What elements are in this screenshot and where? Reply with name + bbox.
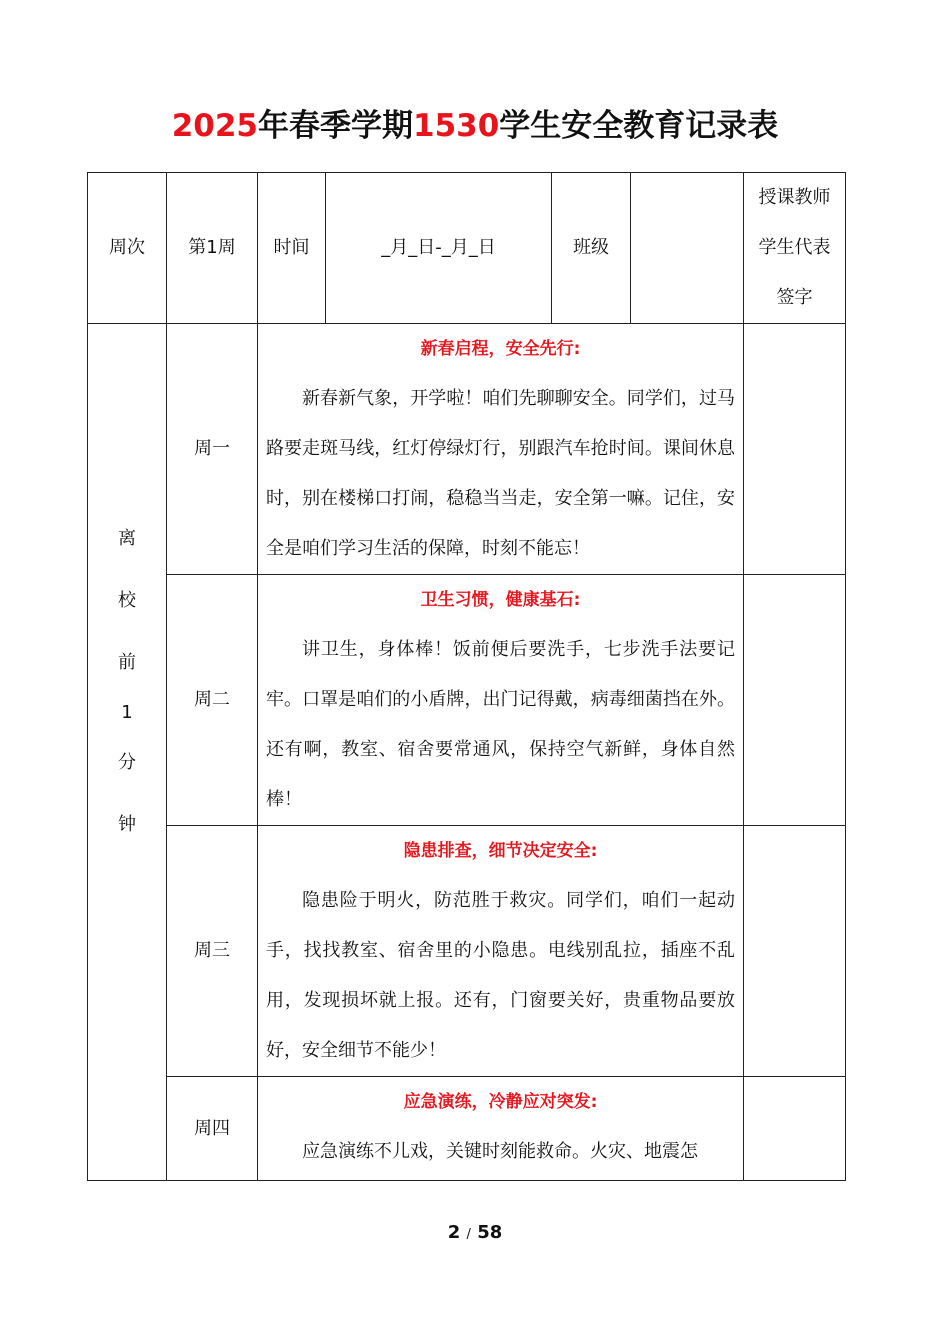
document-title [0, 100, 950, 145]
day-content [258, 575, 744, 826]
safety-record-table [87, 172, 846, 1181]
day-label: 周四 [167, 1077, 258, 1181]
day-body: 隐患险于明火，防范胜于救灾。同学们，咱们一起动手，找找教室、宿舍里的小隐患。电线别乱拉，插座不乱用，发现损坏就上报。还有，门窗要关好，贵重物品要放好，安全细节不能少！ [266, 890, 735, 1061]
day-row-monday [88, 324, 846, 575]
time-value: _月_日-_月_日 [326, 173, 552, 324]
day-body: 讲卫生，身体棒！饭前便后要洗手，七步洗手法要记牢。口罩是咱们的小盾牌，出门记得戴，病毒细菌挡在外。还有啊，教室、宿舍要常通风，保持空气新鲜，身体自然棒！ [266, 639, 735, 810]
section-char: 钟 [118, 814, 136, 835]
class-label: 班级 [552, 173, 631, 324]
day-heading: 卫生习惯，健康基石: [420, 590, 581, 610]
signature-cell[interactable] [744, 1077, 846, 1181]
signature-cell[interactable] [744, 324, 846, 575]
week-label: 周次 [88, 173, 167, 324]
signature-cell[interactable] [744, 826, 846, 1077]
day-body: 应急演练不儿戏，关键时刻能救命。火灾、地震怎 [302, 1141, 698, 1162]
day-content [258, 324, 744, 575]
section-label [88, 324, 167, 1181]
day-heading: 新春启程，安全先行: [420, 339, 581, 359]
time-label: 时间 [258, 173, 326, 324]
sign-line-teacher: 授课教师 [758, 187, 831, 208]
sign-line-sign: 签字 [776, 287, 813, 308]
day-row-wednesday [88, 826, 846, 1077]
page-total: 58 [477, 1222, 503, 1243]
sign-line-student: 学生代表 [758, 237, 831, 258]
day-label: 周二 [167, 575, 258, 826]
signature-header [744, 173, 846, 324]
title-year: 2025 [171, 108, 258, 144]
page-current: 2 [447, 1222, 461, 1243]
day-heading: 应急演练，冷静应对突发: [403, 1092, 598, 1112]
title-code: 1530 [413, 108, 500, 144]
header-row [88, 173, 846, 324]
class-value-cell[interactable] [631, 173, 744, 324]
day-content [258, 826, 744, 1077]
section-char: 离 [118, 528, 136, 549]
section-char: 校 [118, 590, 136, 611]
day-label: 周三 [167, 826, 258, 1077]
title-part2: 学生安全教育记录表 [499, 108, 779, 144]
day-row-tuesday [88, 575, 846, 826]
page-separator: / [466, 1227, 471, 1242]
day-heading: 隐患排查，细节决定安全: [403, 841, 598, 861]
day-body: 新春新气象，开学啦！咱们先聊聊安全。同学们，过马路要走斑马线，红灯停绿灯行，别跟汽车抢时间。课间休息时，别在楼梯口打闹，稳稳当当走，安全第一嘛。记住，安全是咱们学习生活的保障，时刻不能忘！ [266, 388, 735, 559]
day-label: 周一 [167, 324, 258, 575]
page-number [0, 1222, 950, 1243]
section-char: 1 [121, 702, 133, 723]
signature-cell[interactable] [744, 575, 846, 826]
week-value: 第1周 [167, 173, 258, 324]
section-char: 分 [118, 752, 136, 773]
day-row-thursday [88, 1077, 846, 1181]
section-char: 前 [118, 652, 136, 673]
day-content [258, 1077, 744, 1181]
title-part1: 年春季学期 [258, 108, 413, 144]
